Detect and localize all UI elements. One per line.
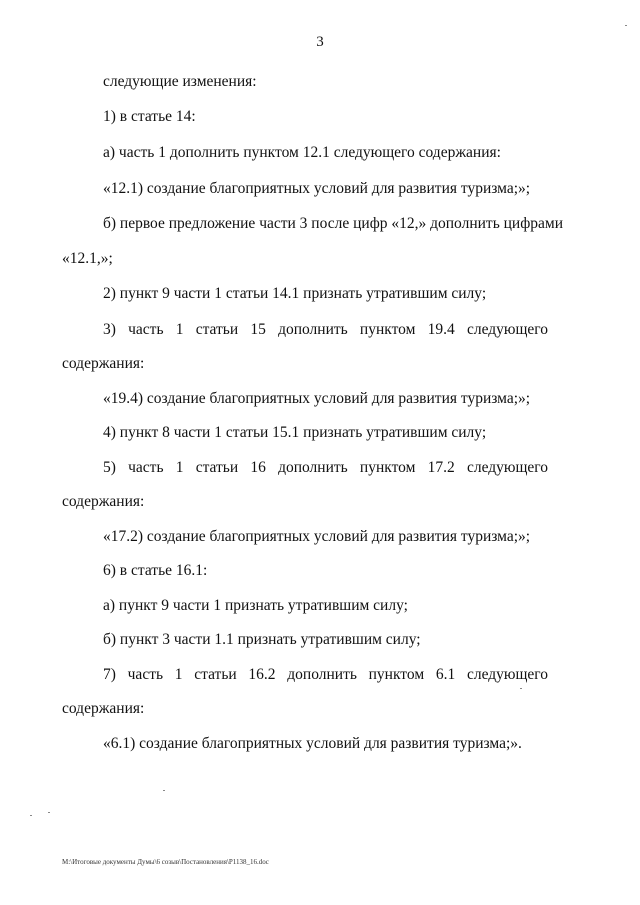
- word: часть: [127, 666, 164, 683]
- scan-speck: [520, 688, 522, 689]
- word: 17.2: [427, 459, 455, 476]
- word: пунктом: [359, 459, 416, 476]
- word: 16.2: [248, 666, 276, 683]
- text-line: содержания:: [62, 355, 145, 372]
- justified-line: [103, 321, 548, 339]
- justified-line: [103, 666, 548, 684]
- justified-line: [103, 459, 548, 477]
- word: статьи: [194, 666, 237, 683]
- text-line: «6.1) создание благоприятных условий для развития туризма;».: [103, 735, 522, 752]
- text-line: содержания:: [62, 700, 145, 717]
- word: 3): [103, 321, 116, 338]
- word: следующего: [466, 666, 548, 683]
- word: пунктом: [359, 321, 416, 338]
- text-line: 1) в статье 14:: [103, 108, 196, 125]
- word: 1: [175, 321, 184, 338]
- word: дополнить: [287, 666, 357, 683]
- word: статьи: [195, 459, 239, 476]
- text-line: «12.1,»;: [62, 250, 113, 267]
- word: 19.4: [427, 321, 455, 338]
- text-line: а) пункт 9 части 1 признать утратившим силу;: [103, 597, 408, 614]
- footer-file-path: M:\Итоговые документы Думы\6 созыв\Постановления\P1138_16.doc: [62, 858, 269, 866]
- text-line: 4) пункт 8 части 1 статьи 15.1 признать утратившим силу;: [103, 424, 487, 441]
- word: часть: [128, 321, 164, 338]
- word: часть: [128, 459, 164, 476]
- word: пунктом: [368, 666, 425, 683]
- word: следующего: [466, 459, 548, 476]
- text-line: а) часть 1 дополнить пунктом 12.1 следующего содержания:: [103, 144, 501, 161]
- text-line: «17.2) создание благоприятных условий для развития туризма;»;: [103, 528, 531, 545]
- word: дополнить: [278, 459, 348, 476]
- scan-speck: [625, 25, 627, 26]
- word: следующего: [466, 321, 548, 338]
- text-line: б) пункт 3 части 1.1 признать утратившим силу;: [103, 631, 421, 648]
- text-line: 6) в статье 16.1:: [103, 562, 208, 579]
- text-line: «12.1) создание благоприятных условий для развития туризма;»;: [103, 180, 531, 197]
- word: 6.1: [435, 666, 456, 683]
- word: 1: [174, 666, 183, 683]
- page-number: 3: [316, 34, 324, 50]
- text-line: б) первое предложение части 3 после цифр «12,» дополнить цифрами: [103, 215, 564, 232]
- text-line: 2) пункт 9 части 1 статьи 14.1 признать утратившим силу;: [103, 285, 487, 302]
- text-line: следующие изменения:: [103, 73, 257, 90]
- word: дополнить: [278, 321, 348, 338]
- scan-speck: [30, 815, 32, 816]
- scan-speck: [48, 812, 50, 813]
- word: статьи: [195, 321, 239, 338]
- scan-speck: [163, 790, 165, 791]
- word: 16: [250, 459, 266, 476]
- text-line: «19.4) создание благоприятных условий для развития туризма;»;: [103, 390, 531, 407]
- word: 7): [103, 666, 116, 683]
- text-line: содержания:: [62, 493, 145, 510]
- word: 15: [250, 321, 266, 338]
- word: 1: [175, 459, 184, 476]
- word: 5): [103, 459, 116, 476]
